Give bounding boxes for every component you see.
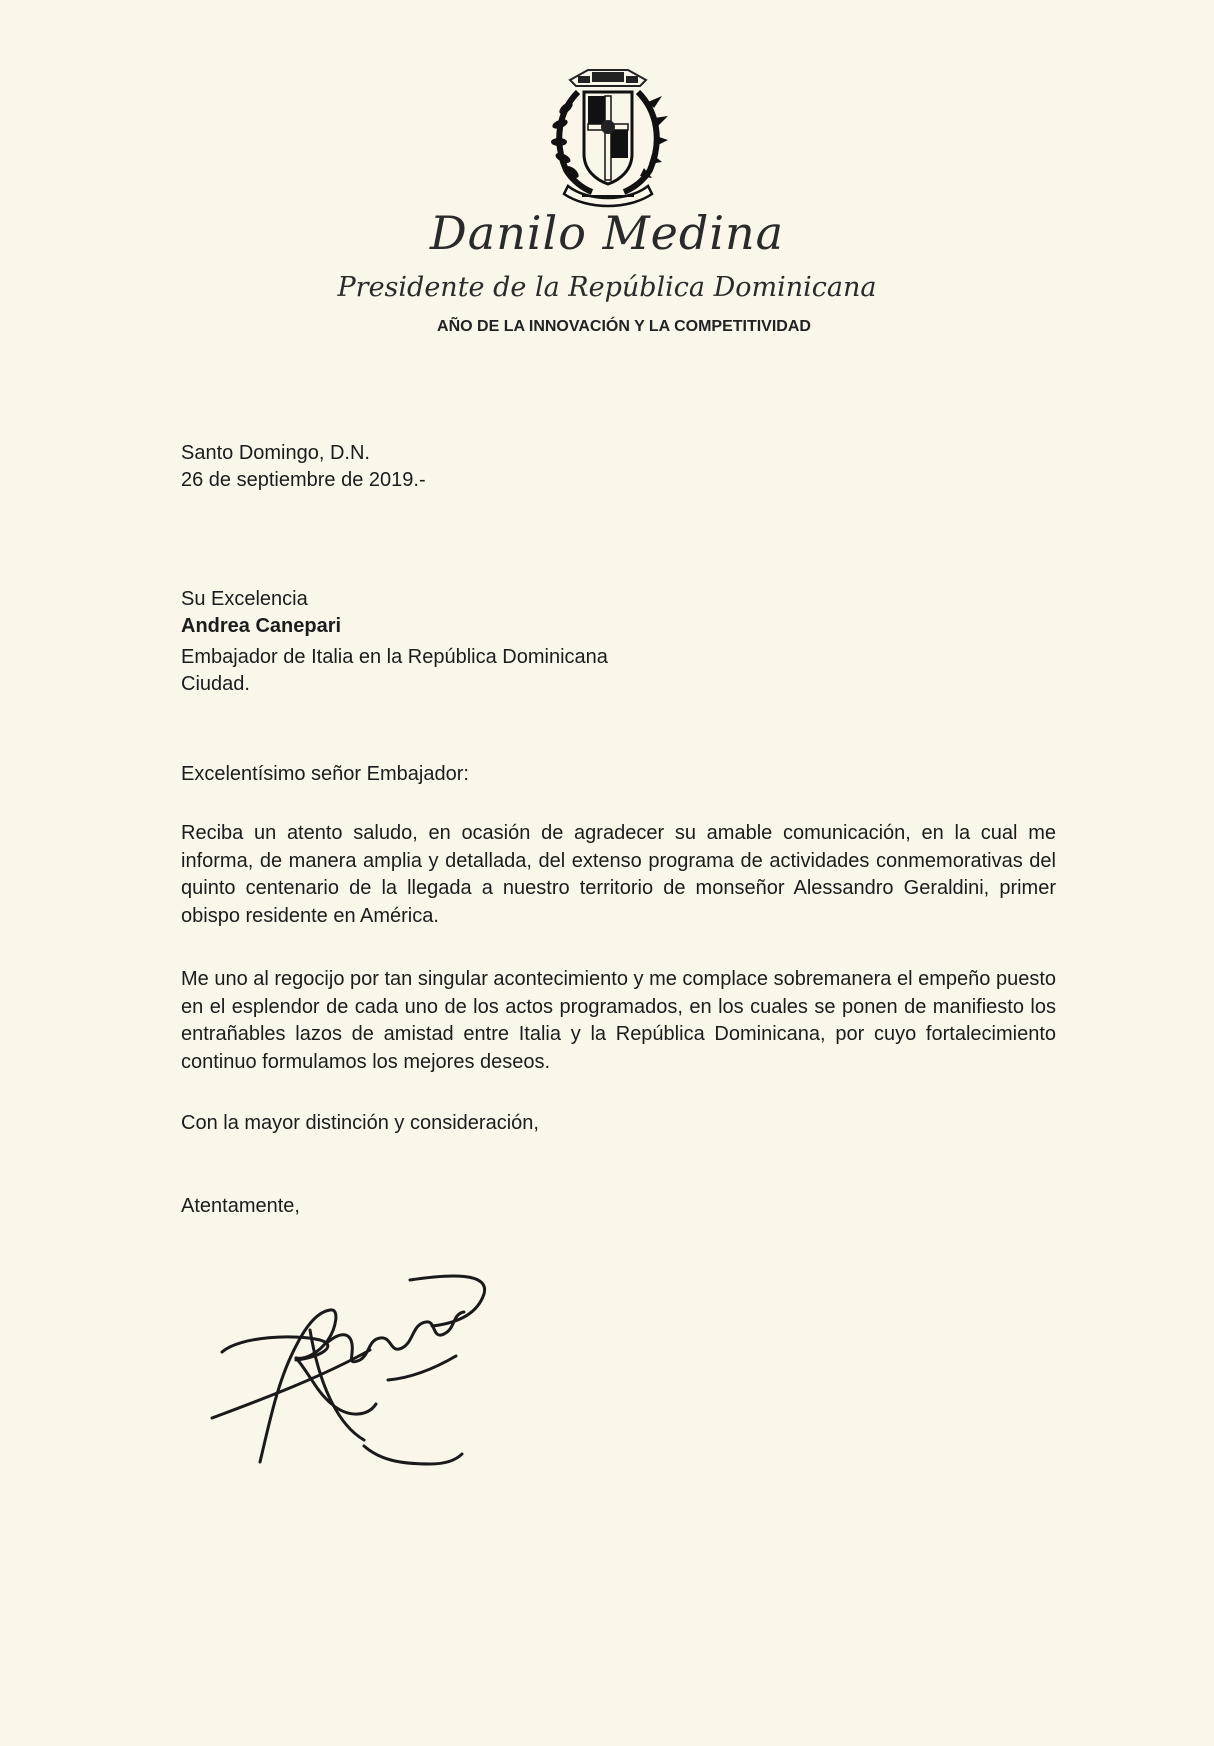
coat-of-arms-icon [548,62,668,210]
letter-place: Santo Domingo, D.N. [181,442,370,464]
recipient-name: Andrea Canepari [181,615,342,637]
body-paragraph-2: Me uno al regocijo por tan singular acontecimiento y me complace sobremanera el empeño puesto en el esplendor de cada uno de los actos programados, en los cuales se ponen de manifiesto los entrañables lazos de amistad entre Italia y la República Dominicana, por cuyo fortalecimiento continuo formulamos los mejores deseos. [181,968,1056,1073]
body-paragraph-1: Reciba un atento saludo, en ocasión de agradecer su amable comunicación, en la cual me informa, de manera amplia y detallada, del extenso programa de actividades conmemorativas del quinto centenario de la llegada a nuestro territorio de monseñor Alessandro Geraldini, primer obispo residente en América. [181,822,1056,927]
signoff: Atentamente, [181,1195,300,1217]
recipient-city: Ciudad. [181,673,250,695]
letterhead-motto: AÑO DE LA INNOVACIÓN Y LA COMPETITIVIDAD [437,318,811,335]
handwritten-signature-icon [200,1250,540,1470]
recipient-position: Embajador de Italia en la República Dominicana [181,646,608,668]
recipient-honorific: Su Excelencia [181,588,308,610]
letter-date: 26 de septiembre de 2019.- [181,469,426,491]
letterhead-title: Presidente de la República Dominicana [337,272,877,303]
letterhead-name: Danilo Medina [429,206,785,260]
closing-line: Con la mayor distinción y consideración, [181,1112,539,1134]
salutation: Excelentísimo señor Embajador: [181,763,469,785]
